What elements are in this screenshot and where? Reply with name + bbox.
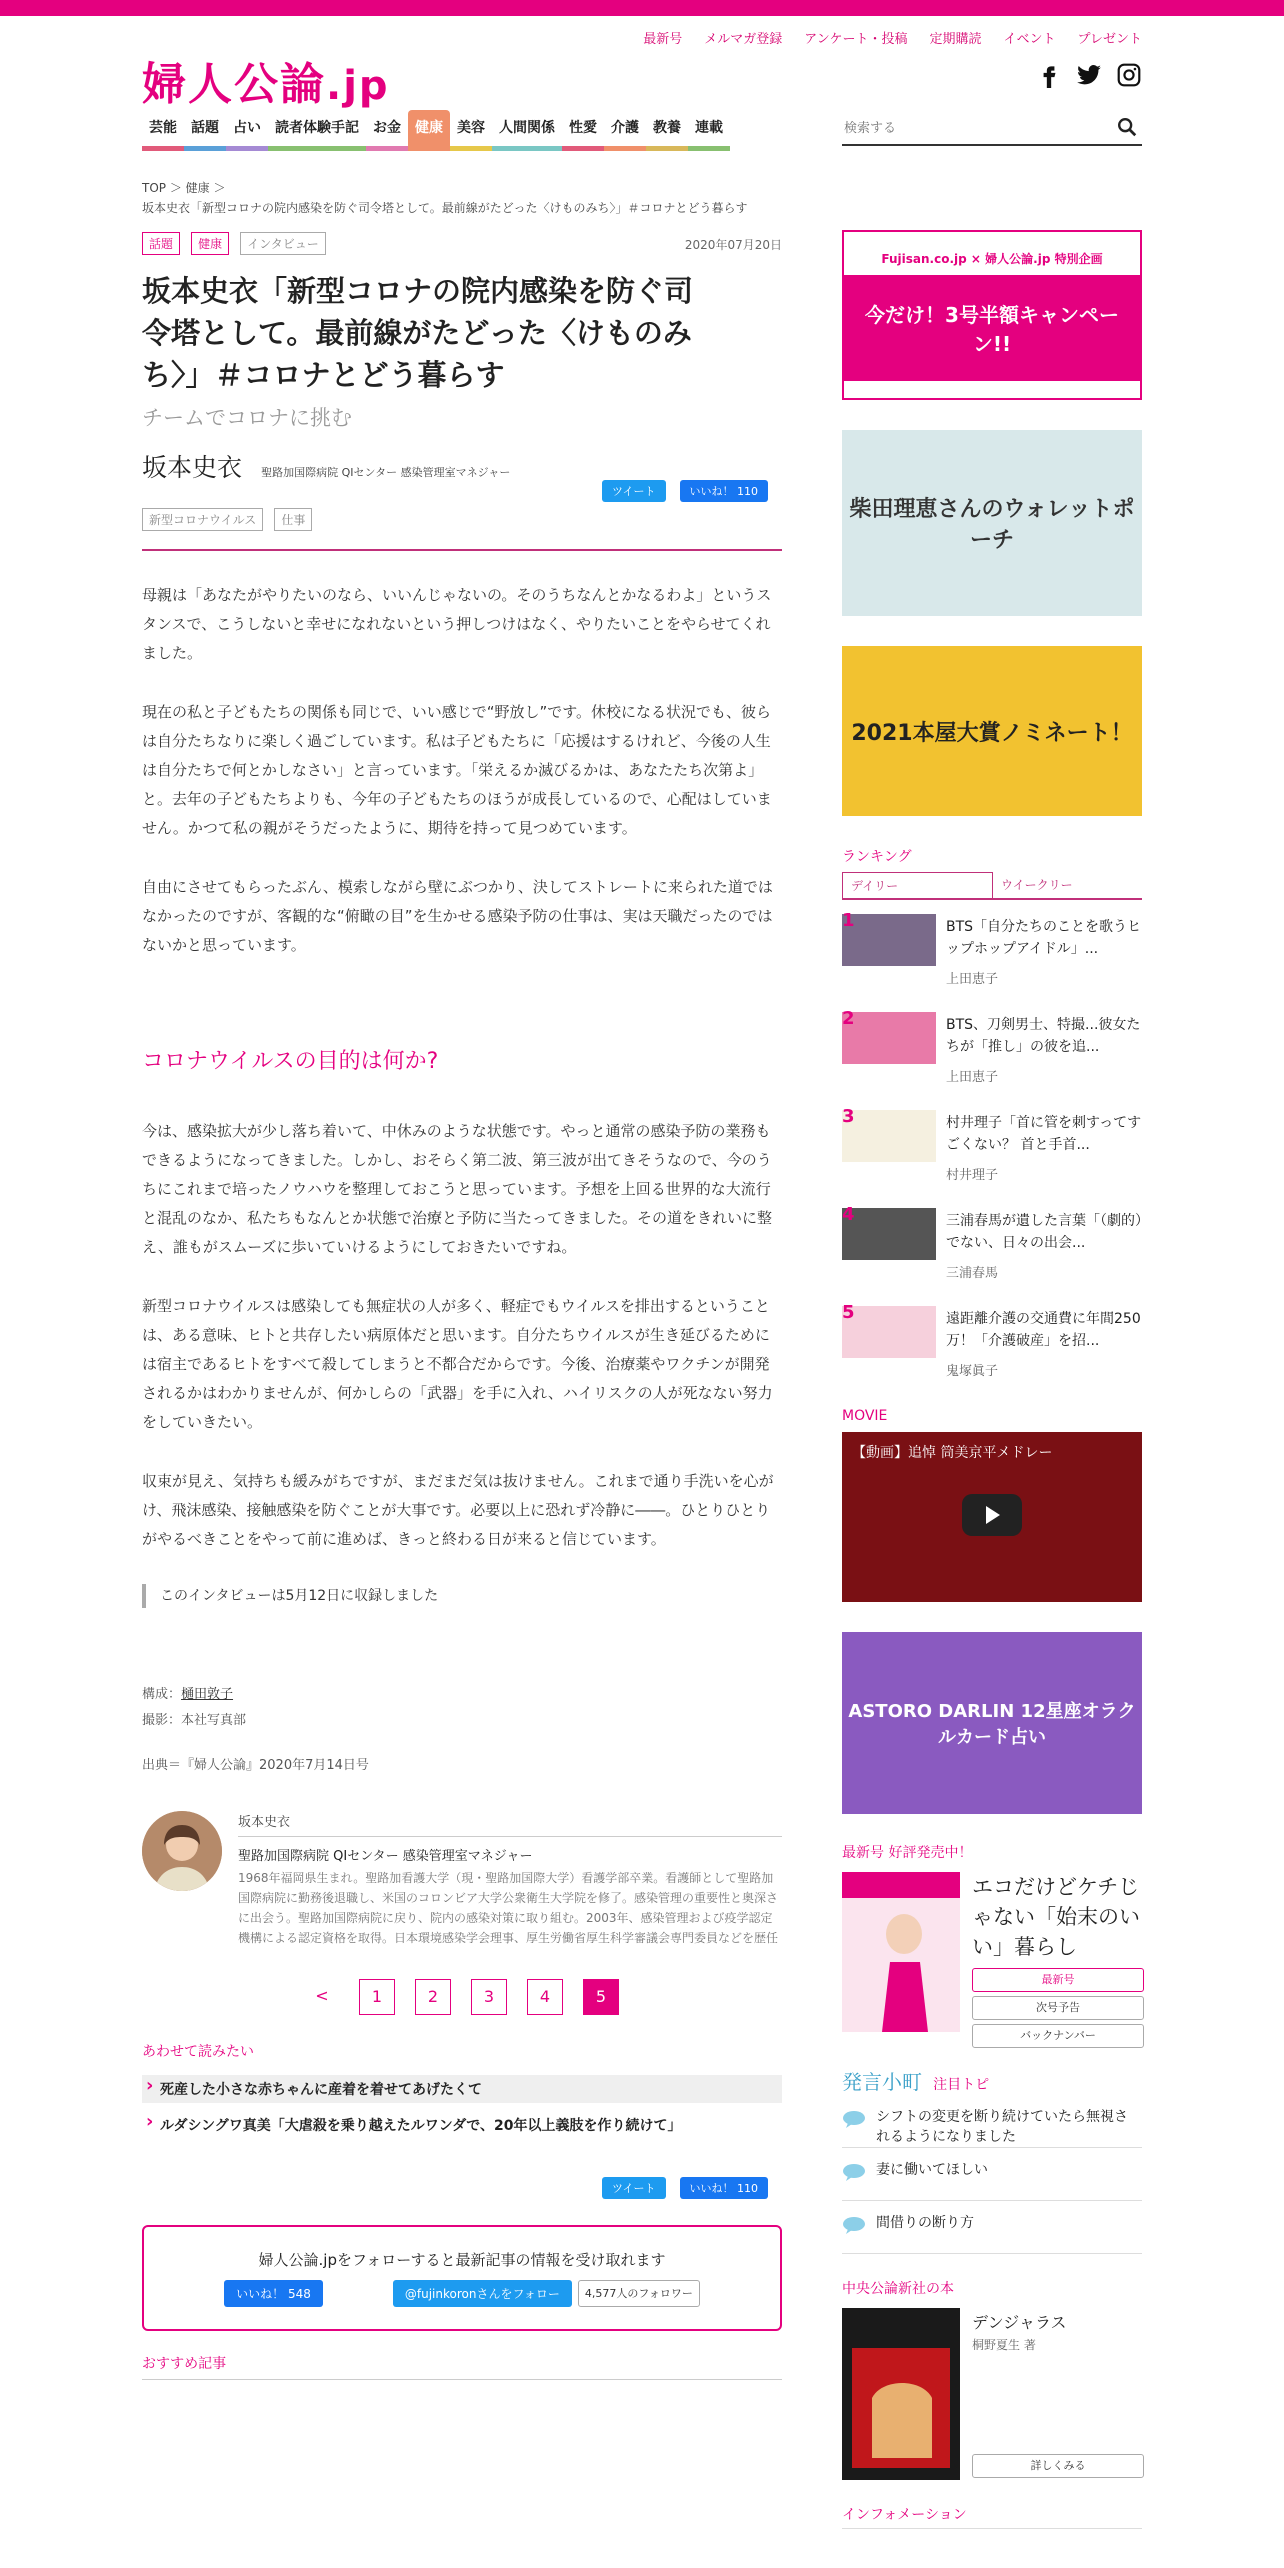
category-tab[interactable]: 連載 [688, 110, 730, 151]
search-input[interactable] [842, 112, 1086, 144]
tag-topic[interactable]: 話題 [142, 232, 180, 255]
bubble-icon [842, 2215, 866, 2239]
banner-bookstore-award[interactable] [842, 646, 1142, 816]
nav-link-latest[interactable]: 最新号 [643, 32, 683, 47]
sidebar [842, 230, 1142, 2529]
nav-link-survey[interactable]: アンケート・投稿 [804, 32, 908, 47]
ranking-item[interactable] [842, 910, 1142, 998]
nav-link-mailmag[interactable]: メルマガ登録 [704, 32, 783, 47]
topic-title: 間借りの断り方 [876, 2215, 974, 2231]
ranking-tabs [842, 872, 1142, 900]
banner2-text: 柴田理恵さんのウォレットポーチ [849, 497, 1135, 553]
facebook-like-button[interactable]: いいね！ 548 [224, 2280, 323, 2307]
category-tab[interactable]: 介護 [604, 110, 646, 151]
author-affiliation: 聖路加国際病院 QIセンター 感染管理室マネジャー [261, 466, 511, 479]
breadcrumb-path[interactable]: TOP ＞ 健康 ＞ [142, 181, 226, 195]
author-profile [142, 1811, 782, 1961]
tweet-button[interactable]: ツイート [602, 480, 665, 502]
paragraph: 母親は「あなたがやりたいのなら、いいんじゃないの。そのうちなんとかなるわよ」というスタンスで、こうしないと幸せになれないという押しつけはなく、やりたいことをやらせてくれました。 [142, 586, 772, 662]
pagination [142, 1979, 782, 2015]
like-button[interactable]: いいね！ 110 [680, 2177, 769, 2199]
prev-page-button[interactable]: < [315, 1986, 329, 2005]
site-logo[interactable] [142, 48, 390, 112]
ranking-title: BTS、刀剣男士、特撮...彼女たちが「推し」の彼を追... [946, 1017, 1141, 1055]
search-icon[interactable] [1116, 116, 1138, 142]
latest-issue-button[interactable]: 最新号 [972, 1968, 1144, 1992]
movie-title: MOVIE [842, 1408, 888, 1424]
related-item[interactable]: › 死産した小さな赤ちゃんに産着を着せてあげたくて [142, 2075, 782, 2103]
twitter-follower-count: 4,577人のフォロワー [578, 2280, 700, 2307]
latest-issue [842, 1872, 1142, 2042]
ranking-title: 遠距離介護の交通費に年間250万！「介護破産」を招... [946, 1311, 1141, 1349]
instagram-icon[interactable] [1116, 62, 1142, 88]
hatsugen-sub: 注目トピ [933, 2077, 990, 2093]
banner-fujisan[interactable] [842, 230, 1142, 400]
page-2[interactable]: 2 [415, 1979, 451, 2015]
banner-astoro[interactable] [842, 1632, 1142, 1814]
nav-link-event[interactable]: イベント [1003, 32, 1056, 47]
ranking-item[interactable] [842, 1302, 1142, 1390]
astoro-text: ASTORO DARLIN 12星座オラクルカード占い [848, 1701, 1136, 1748]
next-issue-button[interactable]: 次号予告 [972, 1996, 1144, 2020]
topic-title: 妻に働いてほしい [876, 2162, 988, 2178]
ranking-title: BTS「自分たちのことを歌うヒップホップアイドル」... [946, 919, 1142, 957]
profile-bio: 1968年福岡県生まれ。聖路加看護大学（現・聖路加国際大学）看護学部卒業。看護師として聖路加国際病院に勤務後退職し、米国のコロンビア大学公衆衛生大学院を修了。感染管理の重要性と奥深さに出会う。聖路加国際病院に戻り、院内の感染対策に取り組む。2003年、感染管理および疫学認定機構による認定資格を取得。日本環境感染学会理事、厚生労働省厚生科学審議会専門委員などを歴任 [238, 1871, 779, 1945]
composition-label: 構成： [142, 1687, 182, 1702]
recommend-title: おすすめ記事 [142, 2353, 782, 2380]
social-links [1036, 62, 1142, 88]
book-detail-button[interactable]: 詳しくみる [972, 2454, 1144, 2478]
section-heading: コロナウイルスの目的は何か? [142, 1049, 439, 1074]
ranking-item[interactable] [842, 1106, 1142, 1194]
paragraph: 新型コロナウイルスは感染しても無症状の人が多く、軽症でもウイルスを排出するということは、ある意味、ヒトと共存したい病原体だと思います。自分たちウイルスが生き延びるためには宿主であるヒトをすべて殺してしまうと不都合だからです。今後、治療薬やワクチンが開発されるかはわかりませんが、何かしらの「武器」を手に入れ、ハイリスクの人が死なない努力をしていきたい。 [142, 1297, 773, 1431]
photo-credit: 本社写真部 [181, 1713, 247, 1728]
bubble-icon [842, 2162, 866, 2186]
latest-title: 最新号 好評発売中！ [842, 1845, 973, 1861]
category-tab[interactable]: 性愛 [562, 110, 604, 151]
hatsugen-title[interactable]: 発言小町 [842, 2070, 922, 2094]
ranking-author: 三浦春馬 [946, 1266, 999, 1281]
facebook-icon[interactable] [1036, 62, 1062, 88]
banner1-title: Fujisan.co.jp × 婦人公論.jp 特別企画 [881, 251, 1103, 266]
tab-weekly[interactable]: ウイークリー [1001, 878, 1073, 892]
banner1-text: 今だけ！3号半額キャンペーン!! [842, 275, 1142, 381]
ranking-thumbnail [842, 1110, 936, 1162]
ranking-thumbnail [842, 1208, 936, 1260]
play-icon[interactable] [962, 1494, 1022, 1536]
ranking-item[interactable] [842, 1008, 1142, 1096]
logo-suffix: .jp [326, 63, 390, 109]
top-accent-bar [0, 0, 1284, 16]
back-number-button[interactable]: バックナンバー [972, 2024, 1144, 2048]
ranking-author: 上田恵子 [946, 1070, 999, 1085]
ranking-title: ランキング [842, 849, 912, 865]
topic-list [842, 2099, 1142, 2254]
article-subtitle: チームでコロナに挑む [142, 406, 352, 430]
banner-wallet-pouch[interactable] [842, 430, 1142, 616]
ranking-number: 5 [842, 1302, 855, 1323]
author-name: 坂本史衣 [142, 453, 243, 482]
photo-label: 撮影： [142, 1713, 182, 1728]
follow-box [142, 2225, 782, 2331]
hatsugen-header [842, 2066, 1142, 2095]
ranking-list [842, 910, 1142, 1390]
ranking-author: 上田恵子 [946, 972, 999, 987]
source-line: 出典＝『婦人公論』2020年7月14日号 [142, 1758, 369, 1773]
ranking-item[interactable] [842, 1204, 1142, 1292]
movie-player[interactable] [842, 1432, 1142, 1602]
page-5-current[interactable]: 5 [583, 1979, 619, 2015]
book-author: 桐野夏生 著 [972, 2338, 1036, 2352]
category-tab[interactable]: 話題 [184, 110, 226, 151]
ranking-number: 2 [842, 1008, 855, 1029]
tag-health[interactable]: 健康 [191, 232, 229, 255]
topic-title: シフトの変更を断り続けていたら無視されるようになりました [876, 2109, 1128, 2145]
title-divider [142, 549, 782, 551]
publish-date: 2020年07月20日 [684, 238, 782, 252]
category-tab[interactable]: 教養 [646, 110, 688, 151]
twitter-icon[interactable] [1076, 62, 1102, 88]
composition-name[interactable]: 樋田敦子 [181, 1687, 234, 1702]
follow-text: 婦人公論.jpをフォローすると最新記事の情報を受け取れます [258, 2251, 666, 2269]
interview-note: このインタビューは5月12日に収録しました [142, 1584, 782, 1608]
page-1[interactable]: 1 [359, 1979, 395, 2015]
ranking-thumbnail [842, 1306, 936, 1358]
topic-item[interactable] [842, 2152, 1142, 2201]
share-buttons [602, 480, 768, 502]
top-nav [643, 28, 1142, 47]
info-title: インフォメーション [842, 2504, 1142, 2529]
category-tab[interactable]: 芸能 [142, 110, 184, 151]
ranking-thumbnail [842, 914, 936, 966]
category-tab[interactable]: 美容 [450, 110, 492, 151]
page-3[interactable]: 3 [471, 1979, 507, 2015]
logo-main: 婦人公論 [142, 59, 326, 110]
related-title: あわせて読みたい [142, 2044, 254, 2060]
topic-item[interactable] [842, 2099, 1142, 2148]
profile-affiliation: 聖路加国際病院 QIセンター 感染管理室マネジャー [238, 1849, 533, 1864]
movie-text: 【動画】追悼 筒美京平メドレー [852, 1445, 1053, 1461]
article-title: 坂本史衣「新型コロナの院内感染を防ぐ司令塔として。最前線がたどった〈けものみち〉」＃コロナとどう暮らす [142, 274, 694, 392]
topic-item[interactable] [842, 2205, 1142, 2254]
paragraph: 今は、感染拡大が少し落ち着いて、中休みのような状態です。やっと通常の感染予防の業務もできるようになってきました。しかし、おそらく第二波、第三波が出てきそうなので、今のうちにこれまで培ったノウハウを整理しておこうと思っています。予想を上回る世界的な大流行と混乱のなか、私たちもなんとか状態で治療と予防に当たってきました。その道をきれいに整え、誰もがスムーズに歩いていけるようにしておきたいですね。 [142, 1122, 773, 1256]
keyword-covid[interactable]: 新型コロナウイルス [142, 508, 263, 531]
tweet-button[interactable]: ツイート [602, 2177, 665, 2199]
ranking-number: 1 [842, 910, 855, 931]
category-tab[interactable]: お金 [366, 110, 408, 151]
like-button[interactable]: いいね！ 110 [680, 480, 769, 502]
latest-catch: エコだけどケチじゃない「始末のいい」暮らし [972, 1875, 1140, 1959]
book-item [842, 2308, 1142, 2480]
breadcrumb [142, 178, 782, 218]
avatar [142, 1811, 222, 1891]
category-tab[interactable]: 健康 [408, 110, 450, 151]
banner3-text: 2021本屋大賞ノミネート！ [851, 720, 1133, 746]
article-main [142, 178, 782, 2380]
keyword-tags [142, 508, 782, 531]
category-nav [142, 110, 790, 150]
nav-link-present[interactable]: プレゼント [1077, 32, 1142, 47]
category-tab[interactable]: 人間関係 [492, 110, 562, 151]
keyword-work[interactable]: 仕事 [274, 508, 312, 531]
book-title: デンジャラス [972, 2313, 1067, 2332]
tag-interview[interactable]: インタビュー [240, 232, 326, 255]
author-line [142, 448, 782, 498]
profile-name: 坂本史衣 [238, 1811, 782, 1837]
tag-row [142, 232, 782, 256]
ranking-author: 村井理子 [946, 1168, 999, 1183]
bubble-icon [842, 2109, 866, 2133]
tab-daily[interactable]: デイリー [842, 872, 993, 898]
page-4[interactable]: 4 [527, 1979, 563, 2015]
ranking-author: 鬼塚眞子 [946, 1364, 999, 1379]
category-tab[interactable]: 占い [226, 110, 268, 151]
ranking-title: 三浦春馬が遺した言葉「（劇的）でない、日々の出会... [946, 1213, 1142, 1251]
credits [142, 1682, 782, 1734]
paragraph: 現在の私と子どもたちの関係も同じで、いい感じで“野放し”です。休校になる状況でも、彼らは自分たちなりに楽しく過ごしています。私は子どもたちに「応援はするけれど、今後の人生は自分たちで何とかしなさい」と言っています。「栄えるか滅びるかは、あなたたち次第よ」と。去年の子どもたちよりも、今年の子どもたちのほうが成長しているので、心配はしていません。かつて私の親がそうだったように、期待を持って見つめています。 [142, 703, 772, 837]
related-item[interactable]: › ルダシングワ真美「大虐殺を乗り越えたルワンダで、20年以上義肢を作り続けて」 [142, 2111, 782, 2139]
category-tab[interactable]: 読者体験手記 [268, 110, 366, 151]
ranking-number: 4 [842, 1204, 855, 1225]
paragraph: 自由にさせてもらったぶん、模索しながら壁にぶつかり、決してストレートに来られた道ではなかったのですが、客観的な“俯瞰の目”を生かせる感染予防の仕事は、実は天職だったのではないかと思っています。 [142, 878, 773, 954]
book-cover[interactable] [842, 2308, 960, 2480]
magazine-cover[interactable] [842, 1872, 960, 2032]
paragraph: 収束が見え、気持ちも緩みがちですが、まだまだ気は抜けません。これまで通り手洗いを心がけ、飛沫感染、接触感染を防ぐことが大事です。必要以上に恐れず冷静に――。ひとりひとりがやるべきことをやって前に進めば、きっと終わる日が来ると信じています。 [142, 1472, 774, 1548]
twitter-follow-button[interactable]: @fujinkoronさんをフォロー [393, 2280, 572, 2307]
nav-link-subscription[interactable]: 定期購読 [929, 32, 982, 47]
ranking-thumbnail [842, 1012, 936, 1064]
search-box [842, 112, 1142, 146]
share-buttons-bottom [142, 2177, 768, 2199]
books-title: 中央公論新社の本 [842, 2281, 954, 2297]
ranking-number: 3 [842, 1106, 855, 1127]
breadcrumb-title: 坂本史衣「新型コロナの院内感染を防ぐ司令塔として。最前線がたどった〈けものみち〉」＃コロナとどう暮らす [142, 201, 748, 215]
ranking-title: 村井理子「首に管を刺すってすごくない？ 首と手首... [946, 1115, 1142, 1153]
